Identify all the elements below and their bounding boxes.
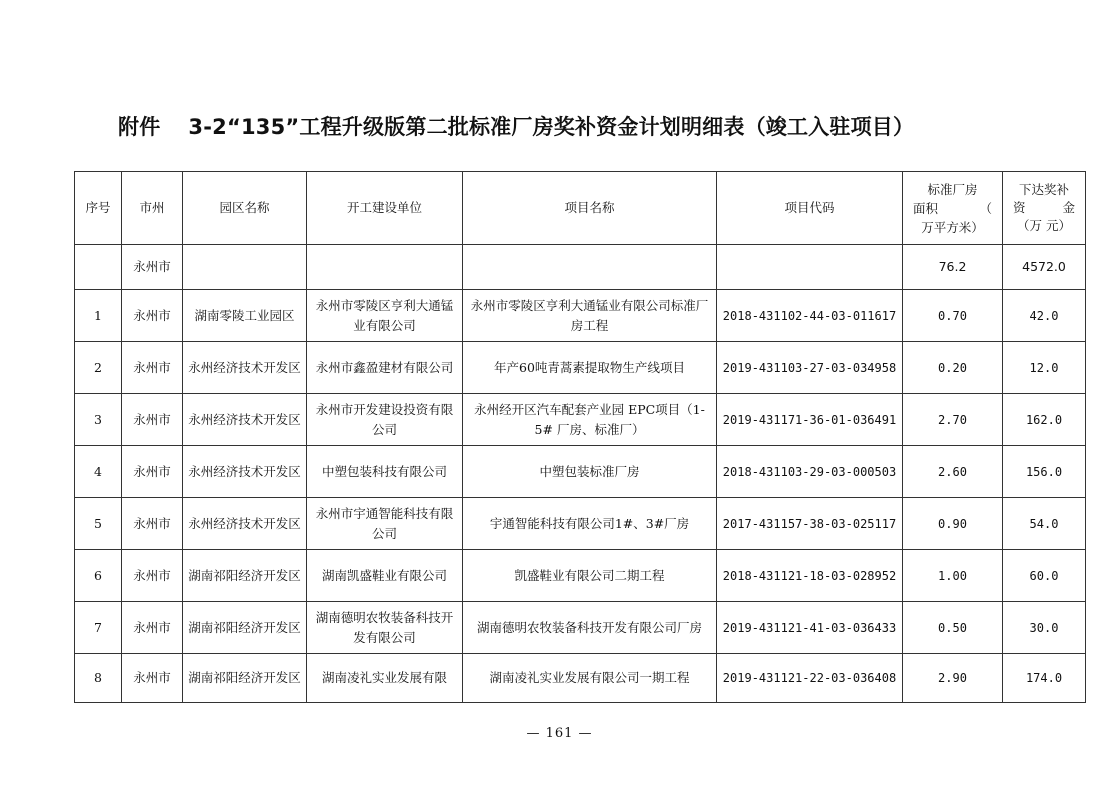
title-text: 3-2“135”工程升级版第二批标准厂房奖补资金计划明细表（竣工入驻项目） <box>188 115 915 139</box>
total-area: 76.2 <box>903 245 1003 290</box>
cell-fund: 42.0 <box>1003 290 1086 342</box>
cell-code: 2018-431103-29-03-000503 <box>717 446 903 498</box>
header-area-line3: 万平方米） <box>921 219 984 235</box>
header-area-line1: 标准厂房 <box>927 181 978 197</box>
cell-area: 2.60 <box>903 446 1003 498</box>
cell-project: 宇通智能科技有限公司1#、3#厂房 <box>463 498 717 550</box>
cell-unit: 湖南凌礼实业发展有限 <box>307 654 463 703</box>
cell-unit: 湖南德明农牧装备科技开发有限公司 <box>307 602 463 654</box>
table-body <box>75 290 1086 703</box>
cell-seq: 5 <box>75 498 122 550</box>
cell-seq: 8 <box>75 654 122 703</box>
header-area <box>903 172 1003 245</box>
cell-park: 湖南祁阳经济开发区 <box>183 654 307 703</box>
title-prefix: 附件 <box>118 115 161 139</box>
cell-park: 永州经济技术开发区 <box>183 394 307 446</box>
cell-park: 湖南祁阳经济开发区 <box>183 602 307 654</box>
header-seq: 序号 <box>75 172 122 245</box>
header-project: 项目名称 <box>463 172 717 245</box>
cell-code: 2019-431121-22-03-036408 <box>717 654 903 703</box>
cell-area: 0.50 <box>903 602 1003 654</box>
cell-code: 2018-431121-18-03-028952 <box>717 550 903 602</box>
cell-unit: 永州市零陵区亨利大通锰业有限公司 <box>307 290 463 342</box>
fund-plan-table <box>74 171 1086 703</box>
cell-code: 2018-431102-44-03-011617 <box>717 290 903 342</box>
cell-unit: 永州市开发建设投资有限公司 <box>307 394 463 446</box>
page-number: — 161 — <box>526 726 593 741</box>
header-park: 园区名称 <box>183 172 307 245</box>
cell-area: 0.90 <box>903 498 1003 550</box>
cell-code: 2019-431103-27-03-034958 <box>717 342 903 394</box>
cell-fund: 12.0 <box>1003 342 1086 394</box>
cell-code: 2019-431171-36-01-036491 <box>717 394 903 446</box>
cell-area: 1.00 <box>903 550 1003 602</box>
cell-seq: 3 <box>75 394 122 446</box>
cell-park: 永州经济技术开发区 <box>183 342 307 394</box>
header-fund <box>1003 172 1086 245</box>
header-fund-line3: （万 元） <box>1017 218 1071 233</box>
cell-unit: 中塑包装科技有限公司 <box>307 446 463 498</box>
cell-project: 永州经开区汽车配套产业园 EPC项目（1-5# 厂房、标准厂） <box>463 394 717 446</box>
cell-code: 2017-431157-38-03-025117 <box>717 498 903 550</box>
cell-fund: 156.0 <box>1003 446 1086 498</box>
cell-area: 2.70 <box>903 394 1003 446</box>
header-unit: 开工建设单位 <box>307 172 463 245</box>
header-area-line2b: （ <box>979 200 992 216</box>
cell-unit: 永州市宇通智能科技有限公司 <box>307 498 463 550</box>
cell-park: 永州经济技术开发区 <box>183 446 307 498</box>
cell-city: 永州市 <box>122 550 183 602</box>
cell-park: 永州经济技术开发区 <box>183 498 307 550</box>
table-row <box>75 654 1086 703</box>
cell-project: 永州市零陵区亨利大通锰业有限公司标准厂房工程 <box>463 290 717 342</box>
cell-project: 湖南德明农牧装备科技开发有限公司厂房 <box>463 602 717 654</box>
table-row <box>75 290 1086 342</box>
cell-fund: 30.0 <box>1003 602 1086 654</box>
cell-city: 永州市 <box>122 446 183 498</box>
cell-project: 中塑包装标准厂房 <box>463 446 717 498</box>
total-row <box>75 245 1086 290</box>
cell-fund: 174.0 <box>1003 654 1086 703</box>
table-header-row <box>75 172 1086 245</box>
cell-project: 凯盛鞋业有限公司二期工程 <box>463 550 717 602</box>
cell-fund: 162.0 <box>1003 394 1086 446</box>
table-row <box>75 550 1086 602</box>
cell-seq: 6 <box>75 550 122 602</box>
cell-city: 永州市 <box>122 498 183 550</box>
cell-seq: 1 <box>75 290 122 342</box>
header-area-line2a: 面积 <box>913 200 939 216</box>
cell-project: 湖南凌礼实业发展有限公司一期工程 <box>463 654 717 703</box>
cell-area: 2.90 <box>903 654 1003 703</box>
cell-park: 湖南祁阳经济开发区 <box>183 550 307 602</box>
cell-park: 湖南零陵工业园区 <box>183 290 307 342</box>
cell-city: 永州市 <box>122 290 183 342</box>
total-fund: 4572.0 <box>1003 245 1086 290</box>
table-row <box>75 342 1086 394</box>
cell-area: 0.70 <box>903 290 1003 342</box>
cell-fund: 60.0 <box>1003 550 1086 602</box>
header-code: 项目代码 <box>717 172 903 245</box>
header-city: 市州 <box>122 172 183 245</box>
table-row <box>75 394 1086 446</box>
document-title <box>118 110 914 144</box>
cell-city: 永州市 <box>122 654 183 703</box>
total-city: 永州市 <box>122 245 183 290</box>
table-row <box>75 602 1086 654</box>
table-row <box>75 446 1086 498</box>
cell-seq: 4 <box>75 446 122 498</box>
cell-seq: 2 <box>75 342 122 394</box>
header-fund-line1: 下达奖补 <box>1018 182 1069 197</box>
cell-city: 永州市 <box>122 394 183 446</box>
cell-project: 年产60吨青蒿素提取物生产线项目 <box>463 342 717 394</box>
cell-city: 永州市 <box>122 342 183 394</box>
cell-unit: 永州市鑫盈建材有限公司 <box>307 342 463 394</box>
cell-seq: 7 <box>75 602 122 654</box>
cell-code: 2019-431121-41-03-036433 <box>717 602 903 654</box>
cell-fund: 54.0 <box>1003 498 1086 550</box>
cell-unit: 湖南凯盛鞋业有限公司 <box>307 550 463 602</box>
cell-city: 永州市 <box>122 602 183 654</box>
header-fund-line2a: 资 <box>1013 200 1026 215</box>
cell-area: 0.20 <box>903 342 1003 394</box>
table-row <box>75 498 1086 550</box>
header-fund-line2b: 金 <box>1062 200 1075 215</box>
